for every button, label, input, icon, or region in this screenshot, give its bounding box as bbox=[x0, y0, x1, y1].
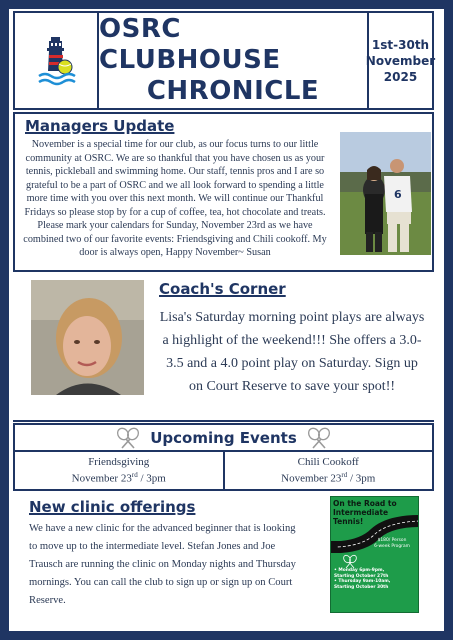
event-chili-cookoff bbox=[225, 452, 433, 489]
new-clinic-section bbox=[13, 493, 434, 613]
flyer-schedule-line-3: • Thursday 9am-10am, bbox=[334, 579, 391, 585]
flyer-price-line-1: $180/ Person bbox=[377, 538, 407, 543]
date-line-2: November bbox=[365, 53, 436, 68]
flyer-schedule-line-2: Starting October 27th bbox=[334, 573, 389, 579]
event-date bbox=[72, 469, 166, 486]
flyer-schedule bbox=[334, 568, 414, 590]
event-friendsgiving bbox=[15, 452, 225, 489]
event-name: Friendsgiving bbox=[88, 455, 150, 468]
flyer-price-line-2: 6-week Program bbox=[374, 544, 410, 549]
rackets-icon bbox=[342, 554, 358, 568]
managers-update-section bbox=[13, 112, 434, 272]
flyer-schedule-line-1: • Monday 6pm-9pm, bbox=[334, 568, 385, 573]
coaches-corner-body: Lisa's Saturday morning point plays are always a highlight of the weekend!!! She offers a 3.0-3.5 and a 4.0 point play on Saturday. Sign up on Court Reserve to save your spot!! bbox=[159, 310, 425, 394]
title-line-2: CHRONICLE bbox=[146, 76, 320, 106]
event-date bbox=[281, 469, 375, 486]
new-clinic-body: We have a new clinic for the advanced beginner that is looking to move up to the intermediate level. Stefan Jones and Joe Trausch are running the clinic on Monday nights and Thursday mornings. You can call the club to sign up or sign up on Court Reserve. bbox=[29, 523, 296, 606]
event-date-main: November 23 bbox=[281, 472, 342, 485]
clinic-flyer bbox=[330, 496, 419, 613]
event-time: / 3pm bbox=[347, 472, 376, 485]
date-line-1: 1st-30th bbox=[371, 37, 430, 52]
flyer-schedule-line-4: Starting October 30th bbox=[334, 584, 389, 590]
managers-update-body: November is a special time for our club, as our focus turns to our little community at OSRC. We are so thankful that you have chosen us as your tennis, pickleball and swimming home. Our staff, tennis pros and I are so grateful to be a part of OSRC and we all look forward to spending a little more time with you over this next month. We will continue our Thankful Fridays so please stop by for a cup of coffee, tea, hot chocolate and treats. Please mark your calendars for Sunday, November 23rd as we have combined two of our favorite events: Friendsgiving and Chili cookoff. My door is always open, Happy November~ Susan bbox=[23, 139, 327, 258]
flyer-price bbox=[367, 538, 417, 550]
flyer-title: On the Road to Intermediate Tennis! bbox=[333, 499, 397, 526]
upcoming-events-header bbox=[13, 423, 434, 452]
event-time: / 3pm bbox=[137, 472, 166, 485]
logo bbox=[15, 13, 99, 108]
date-line-3: 2025 bbox=[383, 69, 418, 84]
coach-portrait-photo bbox=[31, 280, 144, 395]
title-line-1: OSRC CLUBHOUSE bbox=[99, 14, 281, 75]
coaches-corner-title: Coach's Corner bbox=[159, 280, 286, 298]
svg-text:6: 6 bbox=[394, 188, 402, 201]
issue-date bbox=[365, 13, 436, 108]
event-date-main: November 23 bbox=[71, 472, 132, 485]
upcoming-events-title: Upcoming Events bbox=[150, 428, 297, 447]
masthead-title bbox=[99, 13, 369, 108]
event-name: Chili Cookoff bbox=[297, 455, 359, 468]
events-table bbox=[13, 452, 434, 491]
event-date-suffix: rd bbox=[131, 470, 138, 479]
coaches-corner-section bbox=[13, 272, 434, 422]
new-clinic-title: New clinic offerings bbox=[29, 498, 196, 516]
managers-update-title: Managers Update bbox=[25, 117, 175, 135]
crossed-rackets-icon bbox=[307, 427, 331, 449]
crossed-rackets-icon bbox=[116, 427, 140, 449]
newsletter-header bbox=[13, 11, 434, 110]
football-players-photo bbox=[340, 132, 431, 255]
lighthouse-tennis-ball-logo bbox=[37, 31, 77, 89]
event-date-suffix: rd bbox=[341, 470, 348, 479]
